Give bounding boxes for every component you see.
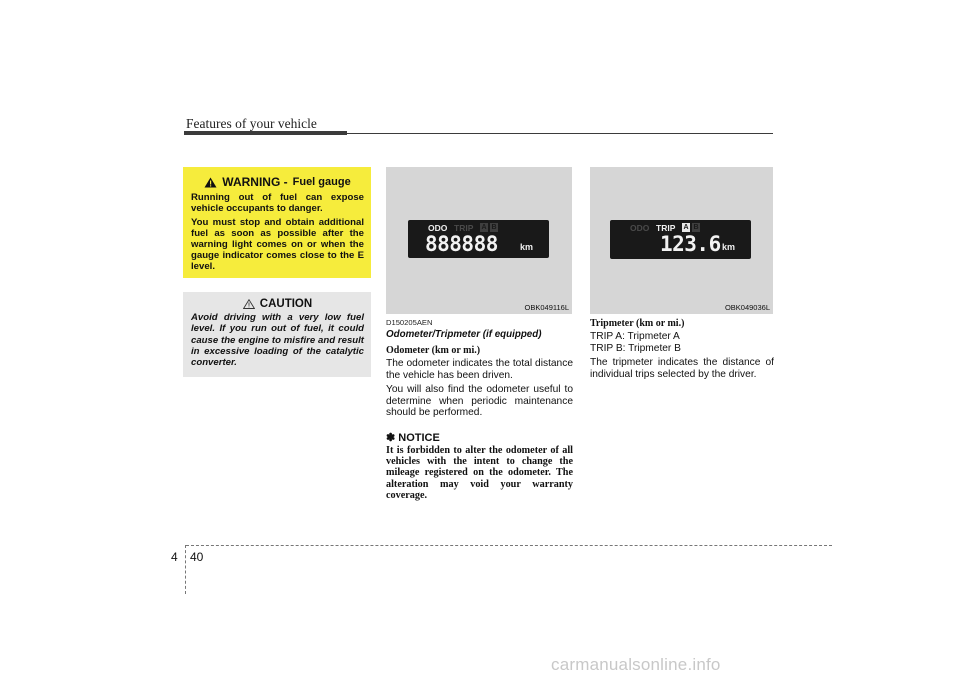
trip-digits: 123.6 — [660, 232, 721, 256]
warning-box — [183, 167, 371, 278]
odometer-paragraph: You will also find the odometer useful to determine when periodic maintenance should be performed. — [386, 384, 573, 418]
odo-label: ODO — [428, 223, 448, 233]
title-rule — [347, 133, 773, 134]
warning-subject: Fuel gauge — [292, 176, 351, 188]
odometer-display-image — [386, 167, 572, 314]
tripmeter-line: TRIP A: Tripmeter A — [590, 331, 680, 342]
odo-unit: km — [520, 242, 534, 252]
caution-header — [191, 298, 364, 310]
warning-paragraph: Running out of fuel can expose vehicle occupants to danger. — [191, 192, 364, 214]
odometer-lcd — [408, 220, 549, 258]
trip-label-dim: TRIP — [454, 223, 474, 233]
warning-header — [191, 175, 364, 189]
tripmeter-section — [590, 318, 774, 383]
odo-digits: 888888 — [425, 232, 498, 256]
notice-title: ✽ NOTICE — [386, 431, 440, 444]
page-number: 40 — [190, 550, 204, 564]
caution-triangle-icon — [243, 299, 255, 309]
warning-title: WARNING - — [222, 175, 288, 189]
odometer-subheading: Odometer (km or mi.) — [386, 345, 481, 356]
image-code: OBK049036L — [724, 303, 770, 312]
footer-rule — [186, 545, 832, 546]
trip-label: TRIP — [656, 223, 676, 233]
tripmeter-lcd — [610, 220, 751, 259]
image-code: OBK049116L — [524, 303, 569, 312]
title-bar — [184, 131, 347, 135]
trip-a-badge: A — [481, 224, 487, 231]
caution-box — [183, 292, 371, 377]
caution-title: CAUTION — [259, 298, 313, 310]
odometer-paragraph: The odometer indicates the total distance the vehicle has been driven. — [386, 358, 573, 381]
warning-paragraph: You must stop and obtain additional fuel as soon as possible after the warning light comes on or when the gauge indicator comes close to the E level. — [191, 217, 364, 272]
trip-b-badge: B — [491, 224, 497, 231]
trip-unit: km — [722, 242, 736, 252]
odometer-section — [386, 318, 573, 502]
section-number: 4 — [171, 550, 178, 564]
odo-label-dim: ODO — [630, 223, 650, 233]
tripmeter-subheading: Tripmeter (km or mi.) — [590, 318, 685, 329]
warning-triangle-icon — [204, 177, 217, 188]
tripmeter-line: TRIP B: Tripmeter B — [590, 342, 681, 354]
odometer-heading: Odometer/Tripmeter (if equipped) — [386, 329, 542, 340]
caution-text: Avoid driving with a very low fuel level. If you run out of fuel, it could cause the engine to misfire and result in excessive loading of the catalytic converter. — [191, 312, 364, 369]
trip-b-badge: B — [693, 224, 699, 231]
notice-text: It is forbidden to alter the odometer of all vehicles with the intent to change the mileage registered on the odometer. The alteration may void your warranty coverage. — [386, 444, 573, 502]
document-code: D150205AEN — [386, 318, 433, 327]
section-title: Features of your vehicle — [186, 116, 317, 131]
trip-a-badge-active: A — [683, 224, 689, 231]
tripmeter-paragraph: The tripmeter indicates the distance of individual trips selected by the driver. — [590, 357, 774, 380]
watermark: carmanualsonline.info — [551, 655, 721, 674]
footer-vertical-rule — [185, 545, 186, 594]
tripmeter-display-image — [590, 167, 773, 314]
